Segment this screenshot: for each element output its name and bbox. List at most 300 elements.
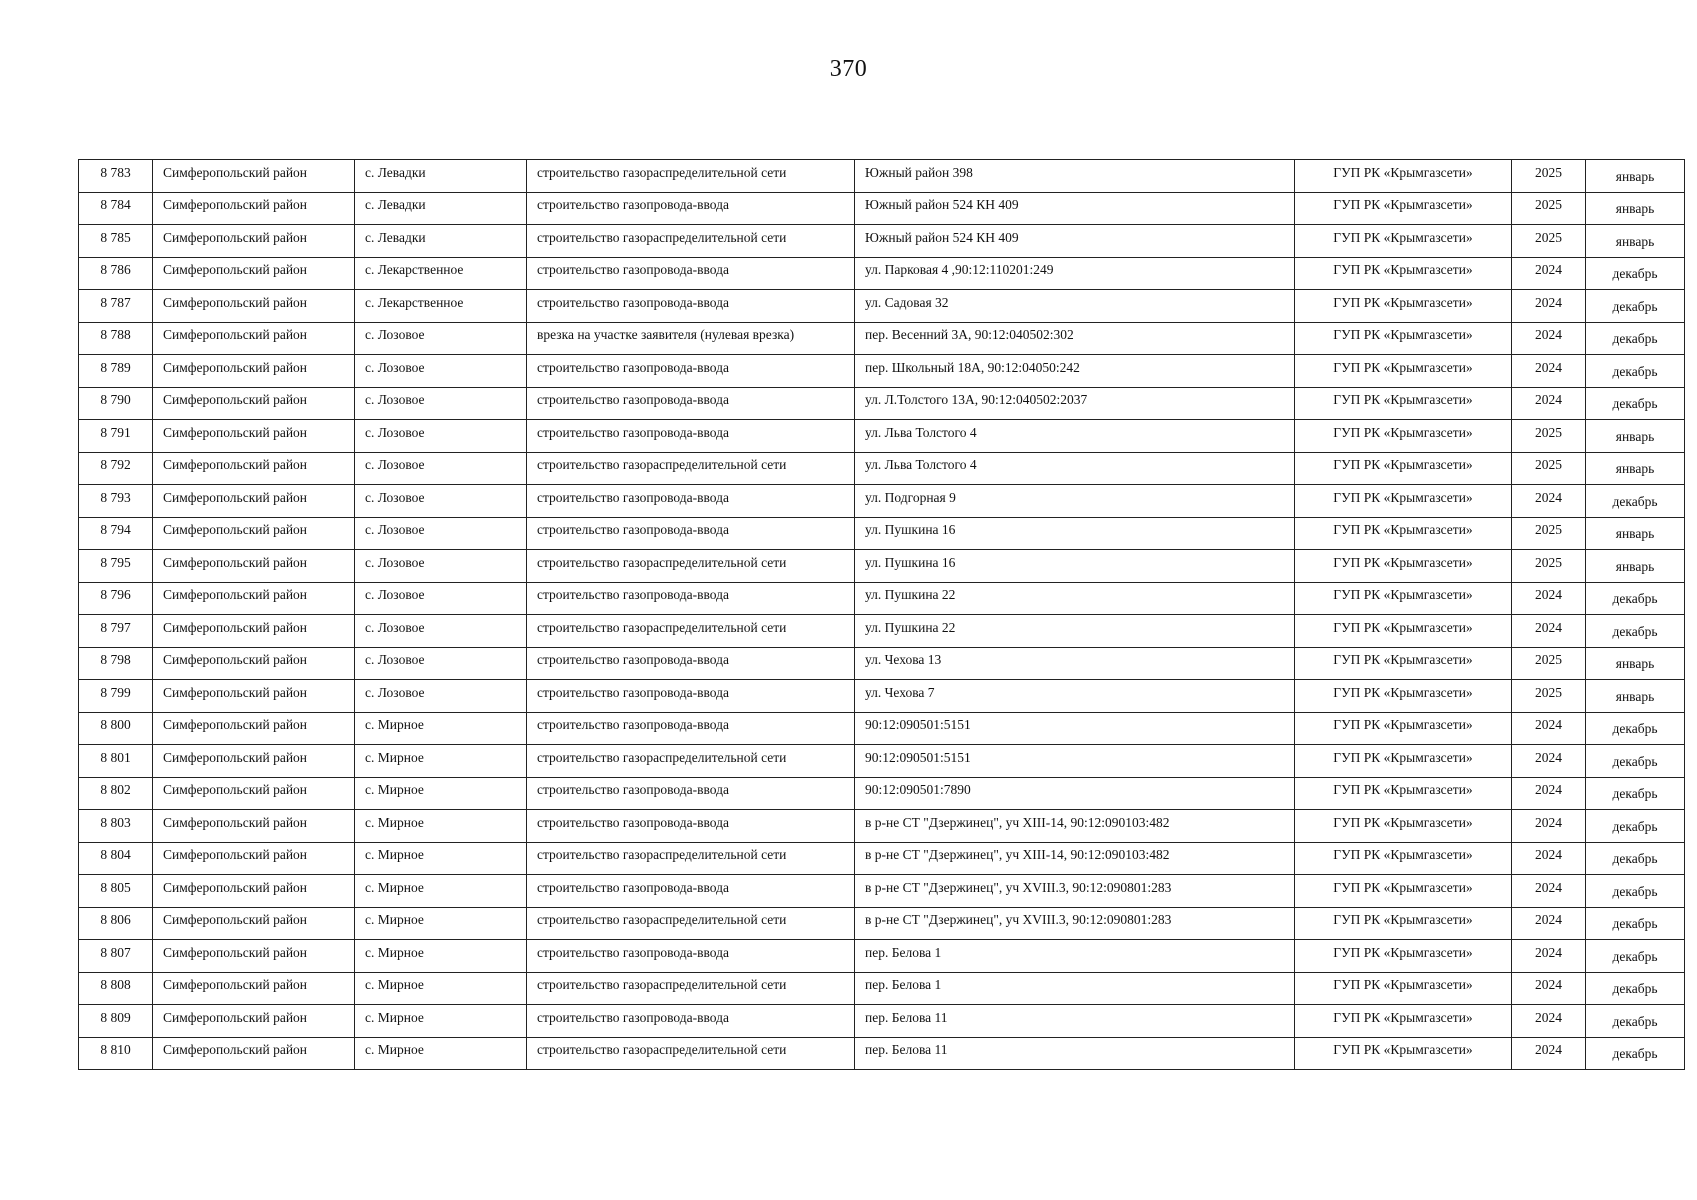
address: ул. Пушкина 16: [865, 554, 956, 570]
month-cell: [1586, 322, 1685, 355]
organization: ГУП РК «Крымгазсети»: [1333, 619, 1473, 635]
district-cell: [153, 712, 355, 745]
locality-cell: [355, 485, 527, 518]
table-row: [79, 1005, 1685, 1038]
work-type-cell: [527, 680, 855, 713]
month: декабрь: [1612, 1046, 1658, 1062]
organization-cell: [1295, 452, 1512, 485]
district: Симферопольский район: [163, 912, 308, 928]
organization-cell: [1295, 322, 1512, 355]
year-cell: [1512, 777, 1586, 810]
organization: ГУП РК «Крымгазсети»: [1333, 489, 1473, 505]
row-number: 8 798: [100, 652, 131, 668]
year-cell: [1512, 582, 1586, 615]
year: 2024: [1535, 879, 1562, 895]
month: декабрь: [1612, 851, 1658, 867]
work-type-cell: [527, 777, 855, 810]
row-number: 8 788: [100, 327, 131, 343]
work-type-cell: [527, 972, 855, 1005]
district: Симферопольский район: [163, 197, 308, 213]
locality-cell: [355, 290, 527, 323]
organization: ГУП РК «Крымгазсети»: [1333, 262, 1473, 278]
work-type-cell: [527, 615, 855, 648]
district: Симферопольский район: [163, 749, 308, 765]
address-cell: [855, 225, 1295, 258]
work-type: строительство газопровода-ввода: [537, 424, 729, 440]
locality-cell: [355, 1005, 527, 1038]
address-cell: [855, 322, 1295, 355]
table-row: [79, 550, 1685, 583]
month-cell: [1586, 1005, 1685, 1038]
locality: с. Мирное: [365, 944, 424, 960]
month-cell: [1586, 712, 1685, 745]
address: ул. Парковая 4 ,90:12:110201:249: [865, 262, 1054, 278]
row-number-cell: [79, 615, 153, 648]
work-type: строительство газопровода-ввода: [537, 359, 729, 375]
organization-cell: [1295, 582, 1512, 615]
address: 90:12:090501:5151: [865, 749, 971, 765]
locality: с. Мирное: [365, 814, 424, 830]
month-cell: [1586, 940, 1685, 973]
address-cell: [855, 810, 1295, 843]
locality: с. Мирное: [365, 879, 424, 895]
organization: ГУП РК «Крымгазсети»: [1333, 554, 1473, 570]
row-number-cell: [79, 907, 153, 940]
address-cell: [855, 290, 1295, 323]
table-row: [79, 452, 1685, 485]
year: 2024: [1535, 782, 1562, 798]
district: Симферопольский район: [163, 944, 308, 960]
year-cell: [1512, 192, 1586, 225]
district-cell: [153, 160, 355, 193]
gasification-registry-table: [78, 159, 1685, 1070]
work-type: строительство газопровода-ввода: [537, 944, 729, 960]
work-type-cell: [527, 355, 855, 388]
table-row: [79, 940, 1685, 973]
month-cell: [1586, 1037, 1685, 1070]
organization-cell: [1295, 745, 1512, 778]
district: Симферопольский район: [163, 392, 308, 408]
row-number: 8 793: [100, 489, 131, 505]
work-type: строительство газопровода-ввода: [537, 262, 729, 278]
locality-cell: [355, 615, 527, 648]
locality: с. Мирное: [365, 749, 424, 765]
locality-cell: [355, 777, 527, 810]
month-cell: [1586, 517, 1685, 550]
organization-cell: [1295, 257, 1512, 290]
year: 2024: [1535, 262, 1562, 278]
work-type: строительство газораспределительной сети: [537, 847, 787, 863]
address: пер. Белова 11: [865, 1009, 948, 1025]
year-cell: [1512, 322, 1586, 355]
organization: ГУП РК «Крымгазсети»: [1333, 749, 1473, 765]
month: январь: [1615, 201, 1655, 217]
row-number-cell: [79, 290, 153, 323]
work-type-cell: [527, 550, 855, 583]
row-number: 8 789: [100, 359, 131, 375]
address: ул. Чехова 13: [865, 652, 942, 668]
address: ул. Л.Толстого 13А, 90:12:040502:2037: [865, 392, 1088, 408]
organization-cell: [1295, 160, 1512, 193]
table-row: [79, 712, 1685, 745]
address-cell: [855, 420, 1295, 453]
month-cell: [1586, 485, 1685, 518]
organization: ГУП РК «Крымгазсети»: [1333, 359, 1473, 375]
month: январь: [1615, 428, 1655, 444]
row-number-cell: [79, 712, 153, 745]
row-number: 8 791: [100, 424, 131, 440]
year-cell: [1512, 517, 1586, 550]
row-number: 8 801: [100, 749, 131, 765]
month: декабрь: [1612, 493, 1658, 509]
locality-cell: [355, 745, 527, 778]
organization-cell: [1295, 680, 1512, 713]
work-type: строительство газопровода-ввода: [537, 197, 729, 213]
year: 2025: [1535, 197, 1562, 213]
year-cell: [1512, 452, 1586, 485]
year-cell: [1512, 485, 1586, 518]
organization-cell: [1295, 192, 1512, 225]
organization-cell: [1295, 615, 1512, 648]
month-cell: [1586, 290, 1685, 323]
year-cell: [1512, 550, 1586, 583]
year: 2024: [1535, 359, 1562, 375]
month: декабрь: [1612, 916, 1658, 932]
organization-cell: [1295, 1037, 1512, 1070]
organization-cell: [1295, 420, 1512, 453]
table-row: [79, 842, 1685, 875]
row-number: 8 786: [100, 262, 131, 278]
work-type: строительство газораспределительной сети: [537, 457, 787, 473]
organization-cell: [1295, 940, 1512, 973]
table-row: [79, 257, 1685, 290]
locality: с. Мирное: [365, 782, 424, 798]
row-number: 8 800: [100, 717, 131, 733]
table-row: [79, 355, 1685, 388]
district: Симферопольский район: [163, 684, 308, 700]
month: январь: [1615, 656, 1655, 672]
district-cell: [153, 192, 355, 225]
organization-cell: [1295, 550, 1512, 583]
locality: с. Мирное: [365, 1009, 424, 1025]
address: Южный район 524 КН 409: [865, 197, 1019, 213]
organization: ГУП РК «Крымгазсети»: [1333, 717, 1473, 733]
district-cell: [153, 680, 355, 713]
row-number-cell: [79, 972, 153, 1005]
row-number: 8 790: [100, 392, 131, 408]
district-cell: [153, 452, 355, 485]
organization-cell: [1295, 712, 1512, 745]
row-number-cell: [79, 355, 153, 388]
address: в р-не СТ "Дзержинец", уч XVIII.3, 90:12:090801:283: [865, 879, 1172, 895]
work-type: строительство газопровода-ввода: [537, 879, 729, 895]
locality-cell: [355, 192, 527, 225]
address: в р-не СТ "Дзержинец", уч XVIII.3, 90:12:090801:283: [865, 912, 1172, 928]
district: Симферопольский район: [163, 847, 308, 863]
table-row: [79, 485, 1685, 518]
year: 2024: [1535, 587, 1562, 603]
address: ул. Подгорная 9: [865, 489, 956, 505]
address: пер. Школьный 18А, 90:12:04050:242: [865, 359, 1080, 375]
district-cell: [153, 387, 355, 420]
organization-cell: [1295, 387, 1512, 420]
year: 2025: [1535, 164, 1562, 180]
year: 2024: [1535, 327, 1562, 343]
row-number-cell: [79, 1005, 153, 1038]
organization: ГУП РК «Крымгазсети»: [1333, 879, 1473, 895]
district-cell: [153, 777, 355, 810]
locality: с. Мирное: [365, 912, 424, 928]
month-cell: [1586, 615, 1685, 648]
row-number: 8 807: [100, 944, 131, 960]
address-cell: [855, 1005, 1295, 1038]
year: 2025: [1535, 424, 1562, 440]
address: ул. Льва Толстого 4: [865, 457, 977, 473]
year-cell: [1512, 745, 1586, 778]
table-row: [79, 777, 1685, 810]
address-cell: [855, 550, 1295, 583]
year-cell: [1512, 875, 1586, 908]
row-number: 8 785: [100, 229, 131, 245]
organization: ГУП РК «Крымгазсети»: [1333, 944, 1473, 960]
month: декабрь: [1612, 331, 1658, 347]
organization-cell: [1295, 777, 1512, 810]
table-row: [79, 582, 1685, 615]
month: январь: [1615, 461, 1655, 477]
address-cell: [855, 940, 1295, 973]
month: декабрь: [1612, 753, 1658, 769]
month-cell: [1586, 777, 1685, 810]
row-number: 8 808: [100, 977, 131, 993]
locality-cell: [355, 810, 527, 843]
district-cell: [153, 745, 355, 778]
district: Симферопольский район: [163, 1042, 308, 1058]
locality: с. Лозовое: [365, 619, 425, 635]
organization-cell: [1295, 842, 1512, 875]
address-cell: [855, 192, 1295, 225]
year-cell: [1512, 810, 1586, 843]
month-cell: [1586, 972, 1685, 1005]
work-type-cell: [527, 582, 855, 615]
work-type: строительство газопровода-ввода: [537, 652, 729, 668]
address: ул. Пушкина 16: [865, 522, 956, 538]
table-row: [79, 160, 1685, 193]
row-number-cell: [79, 257, 153, 290]
address-cell: [855, 972, 1295, 1005]
district: Симферопольский район: [163, 424, 308, 440]
month: декабрь: [1612, 266, 1658, 282]
month: январь: [1615, 688, 1655, 704]
row-number: 8 796: [100, 587, 131, 603]
work-type-cell: [527, 745, 855, 778]
organization: ГУП РК «Крымгазсети»: [1333, 229, 1473, 245]
month-cell: [1586, 257, 1685, 290]
locality-cell: [355, 1037, 527, 1070]
locality-cell: [355, 647, 527, 680]
work-type: строительство газопровода-ввода: [537, 294, 729, 310]
locality: с. Мирное: [365, 717, 424, 733]
row-number: 8 802: [100, 782, 131, 798]
row-number-cell: [79, 810, 153, 843]
work-type-cell: [527, 1005, 855, 1038]
address: 90:12:090501:5151: [865, 717, 971, 733]
work-type: строительство газопровода-ввода: [537, 392, 729, 408]
row-number-cell: [79, 387, 153, 420]
work-type-cell: [527, 290, 855, 323]
district-cell: [153, 1005, 355, 1038]
organization-cell: [1295, 907, 1512, 940]
work-type: строительство газораспределительной сети: [537, 1042, 787, 1058]
organization-cell: [1295, 647, 1512, 680]
month: декабрь: [1612, 298, 1658, 314]
address-cell: [855, 1037, 1295, 1070]
organization-cell: [1295, 875, 1512, 908]
table-row: [79, 680, 1685, 713]
registry-body: [79, 160, 1685, 1070]
row-number-cell: [79, 875, 153, 908]
locality: с. Лозовое: [365, 392, 425, 408]
row-number-cell: [79, 647, 153, 680]
address: пер. Весенний 3А, 90:12:040502:302: [865, 327, 1074, 343]
year-cell: [1512, 647, 1586, 680]
year-cell: [1512, 842, 1586, 875]
organization: ГУП РК «Крымгазсети»: [1333, 424, 1473, 440]
district: Симферопольский район: [163, 489, 308, 505]
year: 2025: [1535, 684, 1562, 700]
table-row: [79, 1037, 1685, 1070]
month: декабрь: [1612, 363, 1658, 379]
address: пер. Белова 11: [865, 1042, 948, 1058]
district-cell: [153, 550, 355, 583]
year: 2024: [1535, 1009, 1562, 1025]
table-row: [79, 615, 1685, 648]
organization: ГУП РК «Крымгазсети»: [1333, 587, 1473, 603]
year: 2024: [1535, 977, 1562, 993]
month-cell: [1586, 452, 1685, 485]
month-cell: [1586, 810, 1685, 843]
table-row: [79, 517, 1685, 550]
address-cell: [855, 257, 1295, 290]
address: 90:12:090501:7890: [865, 782, 971, 798]
locality: с. Лозовое: [365, 424, 425, 440]
locality: с. Лозовое: [365, 554, 425, 570]
work-type: врезка на участке заявителя (нулевая врезка): [537, 327, 795, 343]
row-number-cell: [79, 1037, 153, 1070]
year: 2024: [1535, 392, 1562, 408]
organization-cell: [1295, 1005, 1512, 1038]
organization: ГУП РК «Крымгазсети»: [1333, 652, 1473, 668]
address: Южный район 524 КН 409: [865, 229, 1019, 245]
district-cell: [153, 485, 355, 518]
address: ул. Льва Толстого 4: [865, 424, 977, 440]
work-type: строительство газораспределительной сети: [537, 229, 787, 245]
month: декабрь: [1612, 721, 1658, 737]
locality: с. Лозовое: [365, 457, 425, 473]
address-cell: [855, 680, 1295, 713]
month-cell: [1586, 355, 1685, 388]
district-cell: [153, 647, 355, 680]
month-cell: [1586, 550, 1685, 583]
row-number-cell: [79, 322, 153, 355]
district-cell: [153, 810, 355, 843]
row-number: 8 810: [100, 1042, 131, 1058]
row-number: 8 809: [100, 1009, 131, 1025]
district-cell: [153, 420, 355, 453]
district-cell: [153, 615, 355, 648]
year-cell: [1512, 387, 1586, 420]
work-type: строительство газораспределительной сети: [537, 749, 787, 765]
month-cell: [1586, 192, 1685, 225]
row-number: 8 792: [100, 457, 131, 473]
address-cell: [855, 647, 1295, 680]
locality: с. Лозовое: [365, 359, 425, 375]
year: 2025: [1535, 522, 1562, 538]
district: Симферопольский район: [163, 229, 308, 245]
locality-cell: [355, 387, 527, 420]
locality: с. Лозовое: [365, 684, 425, 700]
organization: ГУП РК «Крымгазсети»: [1333, 294, 1473, 310]
row-number-cell: [79, 582, 153, 615]
locality: с. Лозовое: [365, 522, 425, 538]
month-cell: [1586, 745, 1685, 778]
work-type: строительство газопровода-ввода: [537, 782, 729, 798]
work-type-cell: [527, 647, 855, 680]
locality: с. Лозовое: [365, 327, 425, 343]
row-number: 8 803: [100, 814, 131, 830]
month: декабрь: [1612, 1013, 1658, 1029]
row-number: 8 795: [100, 554, 131, 570]
table-row: [79, 322, 1685, 355]
district-cell: [153, 875, 355, 908]
month: декабрь: [1612, 623, 1658, 639]
district: Симферопольский район: [163, 327, 308, 343]
district-cell: [153, 290, 355, 323]
district: Симферопольский район: [163, 879, 308, 895]
organization: ГУП РК «Крымгазсети»: [1333, 1009, 1473, 1025]
year: 2024: [1535, 814, 1562, 830]
address: ул. Чехова 7: [865, 684, 935, 700]
table-row: [79, 810, 1685, 843]
month-cell: [1586, 680, 1685, 713]
work-type-cell: [527, 485, 855, 518]
row-number: 8 787: [100, 294, 131, 310]
locality-cell: [355, 940, 527, 973]
district: Симферопольский район: [163, 359, 308, 375]
locality-cell: [355, 680, 527, 713]
locality-cell: [355, 517, 527, 550]
month-cell: [1586, 647, 1685, 680]
table-row: [79, 907, 1685, 940]
organization: ГУП РК «Крымгазсети»: [1333, 1042, 1473, 1058]
locality: с. Мирное: [365, 977, 424, 993]
year: 2025: [1535, 652, 1562, 668]
month: январь: [1615, 168, 1655, 184]
month-cell: [1586, 160, 1685, 193]
locality: с. Лозовое: [365, 489, 425, 505]
work-type-cell: [527, 387, 855, 420]
year-cell: [1512, 225, 1586, 258]
address-cell: [855, 745, 1295, 778]
district: Симферопольский район: [163, 294, 308, 310]
row-number-cell: [79, 680, 153, 713]
table-row: [79, 972, 1685, 1005]
work-type-cell: [527, 1037, 855, 1070]
district: Симферопольский район: [163, 262, 308, 278]
row-number: 8 806: [100, 912, 131, 928]
work-type: строительство газопровода-ввода: [537, 522, 729, 538]
year: 2024: [1535, 294, 1562, 310]
organization: ГУП РК «Крымгазсети»: [1333, 847, 1473, 863]
